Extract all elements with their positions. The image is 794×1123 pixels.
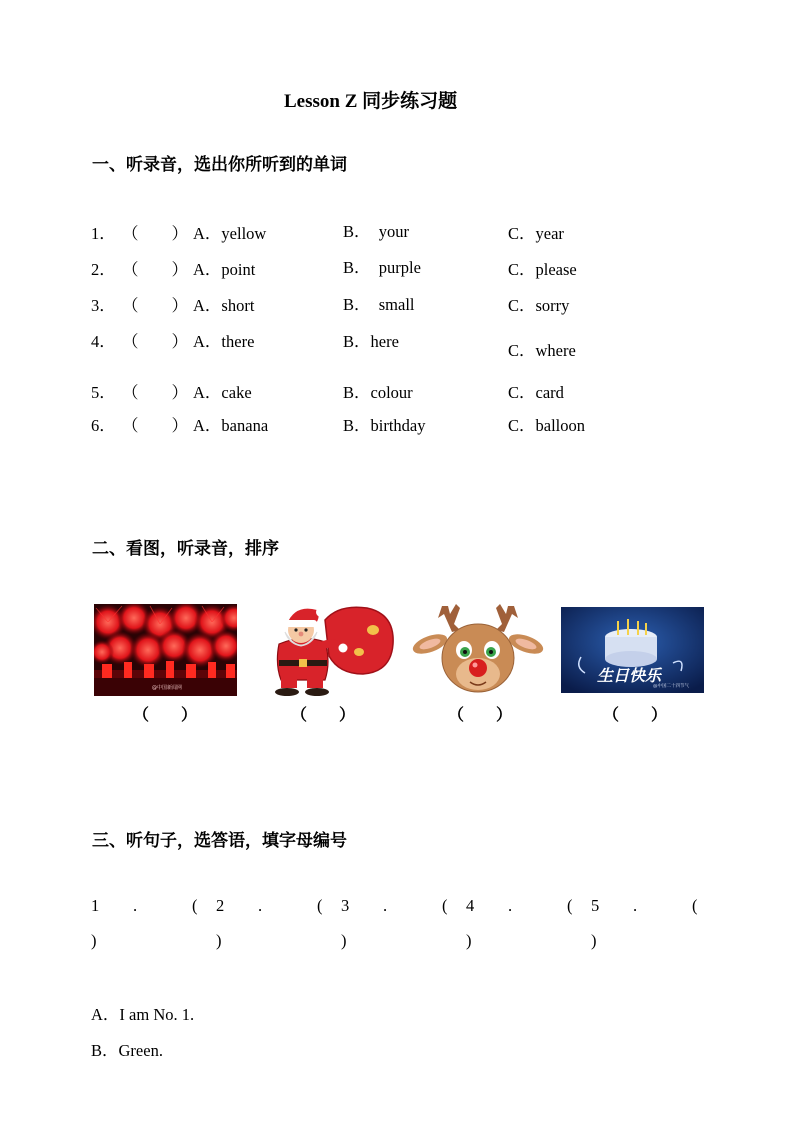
item-number: 5	[591, 896, 600, 915]
santa-image	[255, 600, 395, 696]
answer-blank[interactable]: （ ）	[122, 332, 188, 351]
section1-heading: 一、听录音，选出你所听到的单词	[92, 155, 347, 174]
option-b: B． your	[343, 222, 409, 241]
item-dot: .	[258, 896, 263, 915]
question-number: 5．	[91, 383, 116, 402]
answer-blank[interactable]: （ ）	[122, 260, 188, 279]
option-b: B．colour	[343, 383, 413, 402]
watermark: @中国二十四节气	[653, 684, 689, 689]
order-blank[interactable]: （ ）	[133, 707, 198, 724]
fireworks-icon	[94, 604, 237, 696]
answer-blank-open[interactable]: (	[442, 896, 448, 915]
item-dot: .	[633, 896, 638, 915]
option-b: B．birthday	[343, 416, 426, 435]
question-number: 4．	[91, 332, 116, 351]
option-b: B． small	[343, 295, 415, 314]
question-number: 1．	[91, 224, 116, 243]
option-c: C．year	[508, 224, 564, 243]
item-number: 4	[466, 896, 475, 915]
item-number: 1	[91, 896, 100, 915]
question-number: 6．	[91, 416, 116, 435]
option-a: A．cake	[193, 383, 252, 402]
order-blank[interactable]: （ ）	[448, 707, 513, 724]
answer-blank-close: )	[466, 931, 472, 950]
section2-heading: 二、看图，听录音，排序	[92, 539, 279, 558]
santa-claus-icon	[255, 600, 395, 696]
answer-blank-open[interactable]: (	[692, 896, 698, 915]
answer-blank[interactable]: （ ）	[122, 416, 188, 435]
question-number: 3．	[91, 296, 116, 315]
order-blank[interactable]: （ ）	[291, 707, 356, 724]
order-blank[interactable]: （ ）	[603, 707, 668, 724]
answer-blank[interactable]: （ ）	[122, 224, 188, 243]
reindeer-icon	[408, 602, 548, 696]
option-a: A．there	[193, 332, 255, 351]
answer-blank-open[interactable]: (	[317, 896, 323, 915]
option-a: A．banana	[193, 416, 269, 435]
option-c: C．where	[508, 341, 576, 360]
option-b: B． purple	[343, 258, 421, 277]
answer-blank[interactable]: （ ）	[122, 296, 188, 315]
option-a: A．point	[193, 260, 256, 279]
answer-blank-open[interactable]: (	[567, 896, 573, 915]
option-a: A．short	[193, 296, 255, 315]
answer-blank-open[interactable]: (	[192, 896, 198, 915]
item-number: 2	[216, 896, 225, 915]
option-a: A．yellow	[193, 224, 267, 243]
birthday-cake-image	[561, 607, 704, 693]
cake-caption: 生日快乐	[597, 666, 662, 685]
item-dot: .	[508, 896, 513, 915]
item-dot: .	[383, 896, 388, 915]
item-number: 3	[341, 896, 350, 915]
item-dot: .	[133, 896, 138, 915]
option-c: C．please	[508, 260, 577, 279]
answer-option-a: A．I am No. 1.	[91, 1005, 195, 1024]
answer-blank-close: )	[341, 931, 347, 950]
page-title: Lesson Z 同步练习题	[284, 91, 458, 112]
answer-blank-close: )	[216, 931, 222, 950]
option-c: C．balloon	[508, 416, 585, 435]
answer-blank-close: )	[91, 931, 97, 950]
option-b: B．here	[343, 332, 399, 351]
section3-heading: 三、听句子，选答语，填字母编号	[92, 831, 347, 850]
answer-option-b: B．Green.	[91, 1041, 163, 1060]
watermark: @中国新闻网	[152, 685, 183, 691]
answer-blank-close: )	[591, 931, 597, 950]
answer-blank[interactable]: （ ）	[122, 383, 188, 402]
option-c: C．card	[508, 383, 564, 402]
fireworks-image	[94, 604, 237, 696]
option-c: C．sorry	[508, 296, 570, 315]
reindeer-image	[408, 602, 548, 696]
question-number: 2．	[91, 260, 116, 279]
